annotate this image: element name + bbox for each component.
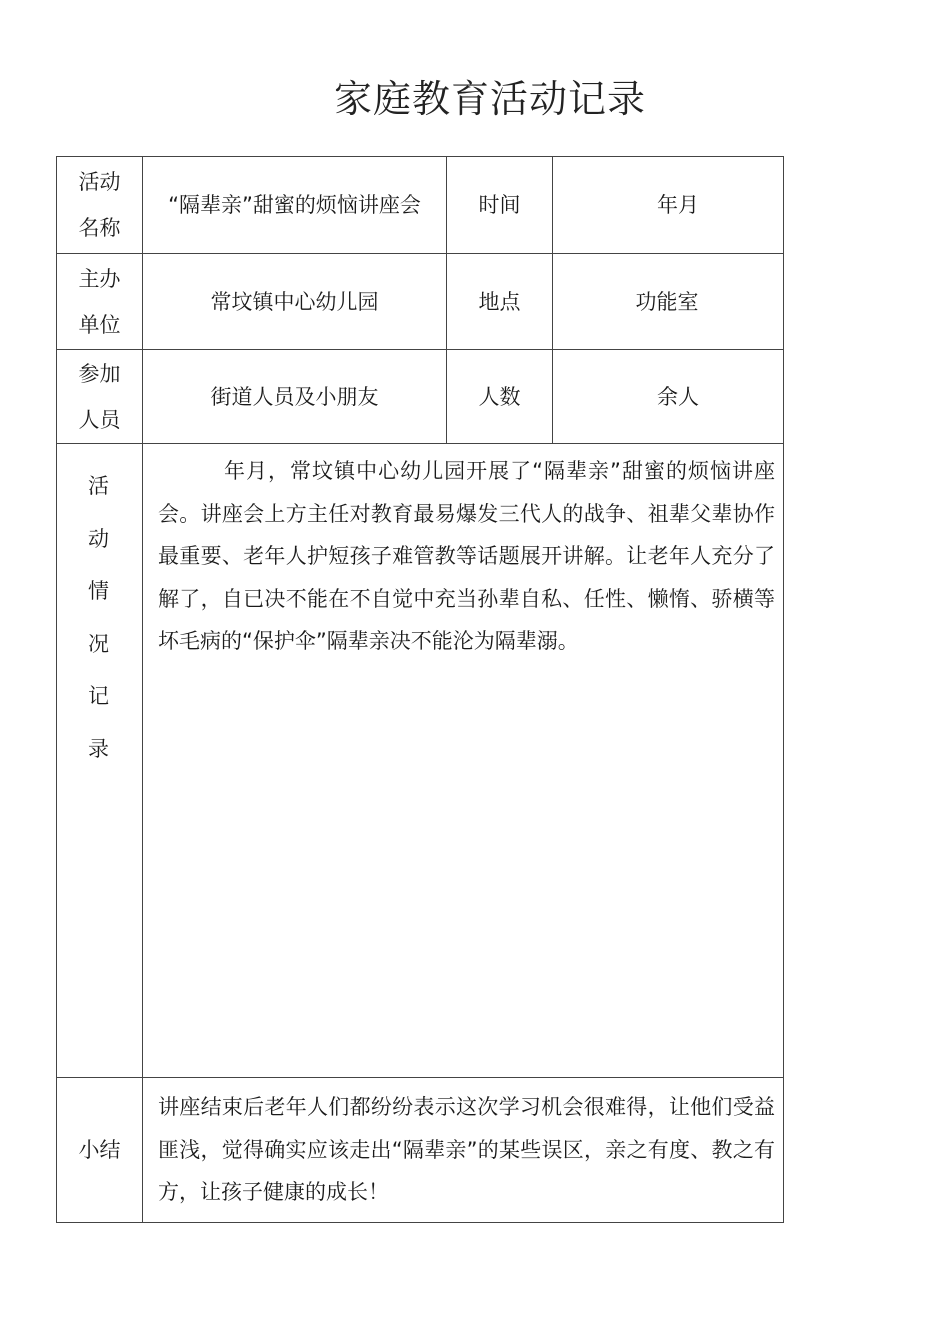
location-label: 地点 bbox=[478, 289, 521, 314]
activity-name-label-cell bbox=[57, 157, 143, 254]
location-label-cell bbox=[447, 254, 553, 350]
summary-text-cell bbox=[143, 1078, 784, 1223]
record-label: 活动情况记录 bbox=[88, 474, 109, 761]
participants-label-cell bbox=[57, 350, 143, 444]
activity-name-label: 活动名称 bbox=[78, 170, 121, 240]
organizer-label-cell bbox=[57, 254, 143, 350]
organizer-value: 常坟镇中心幼儿园 bbox=[210, 289, 379, 314]
activity-name-value-cell bbox=[143, 157, 447, 254]
count-label-cell bbox=[447, 350, 553, 444]
participants-label: 参加人员 bbox=[78, 361, 121, 432]
row-activity-name bbox=[57, 157, 784, 254]
summary-label-cell bbox=[57, 1078, 143, 1223]
time-value-cell bbox=[553, 157, 784, 254]
record-text-cell bbox=[143, 444, 784, 1078]
summary-text: 讲座结束后老年人们都纷纷表示这次学习机会很难得，让他们受益匪浅，觉得确实应该走出“隔辈亲”的某些误区，亲之有度、教之有方，让孩子健康的成长！ bbox=[158, 1095, 775, 1205]
count-value: 余人 bbox=[657, 384, 699, 409]
activity-record-table bbox=[56, 156, 784, 1223]
row-organizer bbox=[57, 254, 784, 350]
time-label: 时间 bbox=[478, 193, 521, 217]
record-label-cell bbox=[57, 444, 143, 1078]
participants-value: 街道人员及小朋友 bbox=[210, 384, 379, 409]
record-text: 年月，常坟镇中心幼儿园开展了“隔辈亲”甜蜜的烦恼讲座会。讲座会上方主任对教育最易爆发三代人的战争、祖辈父辈协作最重要、老年人护短孩子难管教等话题展开讲解。让老年人充分了解了，自已决不能在不自觉中充当孙辈自私、任性、懒惰、骄横等坏毛病的“保护伞”隔辈亲决不能沦为隔辈溺。 bbox=[158, 459, 775, 653]
row-summary bbox=[57, 1078, 784, 1223]
summary-label: 小结 bbox=[78, 1138, 121, 1162]
row-participants bbox=[57, 350, 784, 444]
participants-value-cell bbox=[143, 350, 447, 444]
time-label-cell bbox=[447, 157, 553, 254]
location-value-cell bbox=[553, 254, 784, 350]
document-title: 家庭教育活动记录 bbox=[333, 77, 646, 121]
row-activity-record bbox=[57, 444, 784, 1078]
organizer-label: 主办单位 bbox=[78, 266, 121, 337]
time-value: 年月 bbox=[657, 193, 699, 217]
count-value-cell bbox=[553, 350, 784, 444]
count-label: 人数 bbox=[478, 384, 521, 409]
organizer-value-cell bbox=[143, 254, 447, 350]
location-value: 功能室 bbox=[635, 289, 699, 314]
activity-name-value: “隔辈亲”甜蜜的烦恼讲座会 bbox=[168, 193, 421, 217]
